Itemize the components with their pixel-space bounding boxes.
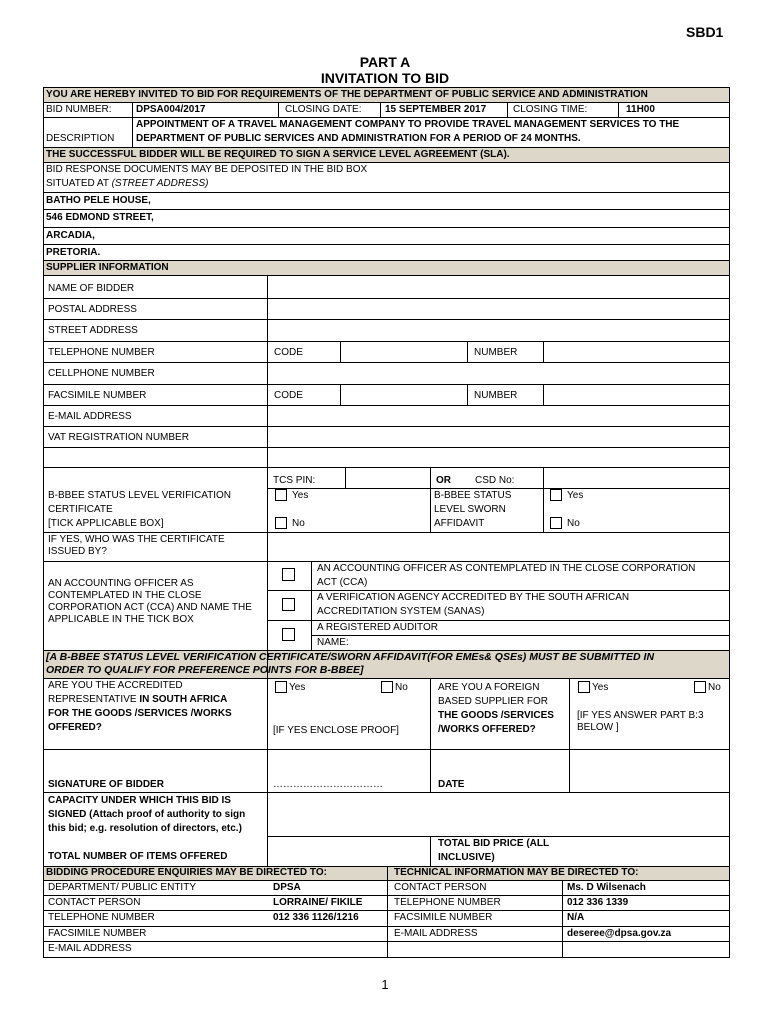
bbbee-notice: [A B-BBEE STATUS LEVEL VERIFICATION CERTIFICATE/SWORN AFFIDAVIT(FOR EMEs& QSEs) MUST BE SUBMITTED IN — [46, 651, 655, 663]
affidavit-label: B-BBEE STATUS — [434, 490, 512, 501]
opt-auditor-checkbox[interactable] — [282, 628, 295, 641]
street-address-input[interactable] — [268, 320, 729, 341]
affidavit-yes-checkbox[interactable] — [550, 489, 562, 501]
foreign-no-checkbox[interactable] — [694, 681, 706, 693]
name-of-bidder-input[interactable] — [268, 276, 729, 298]
cellphone-label: CELLPHONE NUMBER — [48, 368, 155, 379]
foreign-yes-checkbox[interactable] — [578, 681, 590, 693]
fax-number-label: NUMBER — [474, 390, 518, 401]
total-items-label: TOTAL NUMBER OF ITEMS OFFERED — [48, 851, 228, 862]
opt-agency-text: ACCREDITATION SYSTEM (SANAS) — [317, 606, 485, 617]
facsimile-label: FACSIMILE NUMBER — [48, 390, 147, 401]
enq-right-value: Ms. D Wilsenach — [567, 882, 646, 893]
date-input[interactable] — [570, 750, 729, 792]
page-number: 1 — [381, 977, 389, 992]
foreign-yes-label: Yes — [592, 682, 609, 693]
enq-left-value: DPSA — [273, 882, 301, 893]
opt-officer-text: AN ACCOUNTING OFFICER AS CONTEMPLATED IN THE CLOSE CORPORATION — [317, 563, 696, 574]
technical-heading: TECHNICAL INFORMATION MAY BE DIRECTED TO: — [394, 867, 639, 878]
vat-input[interactable] — [268, 427, 729, 447]
enq-left-label: E-MAIL ADDRESS — [48, 943, 132, 954]
rep-question: FOR THE GOODS /SERVICES /WORKS — [48, 708, 232, 719]
enq-left-label: TELEPHONE NUMBER — [48, 912, 155, 923]
total-price-label: TOTAL BID PRICE (ALL INCLUSIVE) — [438, 838, 549, 863]
telephone-label: TELEPHONE NUMBER — [48, 347, 155, 358]
enq-right-label: CONTACT PERSON — [394, 882, 487, 893]
cert-yes-checkbox[interactable] — [275, 489, 287, 501]
cert-label: [TICK APPLICABLE BOX] — [48, 518, 164, 529]
enq-right-value[interactable]: deseree@dpsa.gov.za — [567, 928, 672, 939]
issued-by-label: IF YES, WHO WAS THE CERTIFICATE ISSUED BY? — [48, 534, 225, 557]
opt-agency-checkbox[interactable] — [282, 598, 295, 611]
issued-by-input[interactable] — [268, 533, 729, 561]
foreign-question: THE GOODS /SERVICES — [438, 710, 554, 721]
tel-code-label: CODE — [274, 347, 303, 358]
rep-question: REPRESENTATIVE IN SOUTH AFRICA — [48, 694, 228, 705]
closing-time: 11H00 — [626, 104, 655, 115]
affidavit-yes-label: Yes — [567, 490, 584, 501]
closing-date: 15 SEPTEMBER 2017 — [385, 104, 487, 115]
invite-line: YOU ARE HEREBY INVITED TO BID FOR REQUIREMENTS OF THE DEPARTMENT OF PUBLIC SERVICE AND ADMINISTRATION — [46, 89, 648, 100]
postal-address-input[interactable] — [268, 299, 729, 319]
form-code: SBD1 — [686, 24, 724, 40]
rep-question: ARE YOU THE ACCREDITED — [48, 680, 183, 691]
opt-officer-text: ACT (CCA) — [317, 577, 368, 588]
rep-yes-checkbox[interactable] — [275, 681, 287, 693]
officer-label: AN ACCOUNTING OFFICER AS CONTEMPLATED IN THE CLOSE CORPORATION ACT (CCA) AND NAME THE APPLICABLE IN THE TICK BOX — [48, 578, 252, 625]
cert-yes-label: Yes — [292, 490, 309, 501]
affidavit-label: AFFIDAVIT — [434, 518, 485, 529]
fax-number-input[interactable] — [544, 385, 729, 405]
bid-number: DPSA004/2017 — [136, 104, 206, 115]
address-line: PRETORIA. — [46, 247, 101, 258]
or-label: OR — [436, 475, 451, 486]
page-title: INVITATION TO BID — [320, 70, 450, 86]
fax-code-input[interactable] — [341, 385, 467, 405]
enq-left-value: LORRAINE/ FIKILE — [273, 897, 363, 908]
enq-right-label: E-MAIL ADDRESS — [394, 928, 478, 939]
rep-yes-label: Yes — [289, 682, 306, 693]
cert-label: B-BBEE STATUS LEVEL VERIFICATION — [48, 490, 232, 501]
fax-code-label: CODE — [274, 390, 303, 401]
cellphone-input[interactable] — [268, 363, 729, 384]
email-label: E-MAIL ADDRESS — [48, 411, 132, 422]
capacity-input[interactable] — [268, 793, 729, 836]
description-label: DESCRIPTION — [46, 133, 115, 144]
signature-dots[interactable]: …………………………… — [273, 779, 383, 790]
affidavit-no-label: No — [567, 518, 580, 529]
rep-question: OFFERED? — [48, 722, 102, 733]
rep-no-label: No — [395, 682, 408, 693]
foreign-question: ARE YOU A FOREIGN — [438, 682, 540, 693]
auditor-name-input[interactable] — [350, 636, 729, 650]
part-heading: PART A — [359, 54, 411, 70]
csd-no-label: CSD No: — [475, 475, 515, 486]
enq-right-value: 012 336 1339 — [567, 897, 629, 908]
name-of-bidder-label: NAME OF BIDDER — [48, 283, 135, 294]
tcs-pin-input[interactable] — [346, 468, 430, 488]
vat-label: VAT REGISTRATION NUMBER — [48, 432, 189, 443]
tel-code-input[interactable] — [341, 342, 467, 362]
address-line: 546 EDMOND STREET, — [46, 212, 154, 223]
rep-no-checkbox[interactable] — [381, 681, 393, 693]
address-line: BATHO PELE HOUSE, — [46, 195, 151, 206]
sla-line: THE SUCCESSFUL BIDDER WILL BE REQUIRED TO SIGN A SERVICE LEVEL AGREEMENT (SLA). — [46, 149, 510, 160]
description-line-1: APPOINTMENT OF A TRAVEL MANAGEMENT COMPANY TO PROVIDE TRAVEL MANAGEMENT SERVICES TO THE — [136, 119, 680, 130]
capacity-label: CAPACITY UNDER WHICH THIS BID IS SIGNED (Attach proof of authority to sign this bid; e.g. resolution of directors, etc.) — [48, 795, 246, 834]
auditor-name-label: NAME: — [317, 637, 349, 648]
procedure-heading: BIDDING PROCEDURE ENQUIRIES MAY BE DIRECTED TO: — [46, 867, 327, 878]
postal-address-label: POSTAL ADDRESS — [48, 304, 137, 315]
enq-left-label: FACSIMILE NUMBER — [48, 928, 147, 939]
tel-number-label: NUMBER — [474, 347, 518, 358]
signature-label: SIGNATURE OF BIDDER — [48, 779, 164, 790]
enq-right-label: TELEPHONE NUMBER — [394, 897, 501, 908]
date-label: DATE — [438, 779, 465, 790]
situated-line: SITUATED AT (STREET ADDRESS) — [46, 178, 209, 189]
affidavit-no-checkbox[interactable] — [550, 517, 562, 529]
closing-time-label: CLOSING TIME: — [513, 104, 588, 115]
description-line-2: DEPARTMENT OF PUBLIC SERVICES AND ADMINISTRATION FOR A PERIOD OF 24 MONTHS. — [136, 133, 581, 144]
enq-left-label: CONTACT PERSON — [48, 897, 141, 908]
cert-label: CERTIFICATE — [48, 504, 113, 515]
street-address-label: STREET ADDRESS — [48, 325, 138, 336]
supplier-heading: SUPPLIER INFORMATION — [46, 262, 169, 273]
bbbee-notice: ORDER TO QUALIFY FOR PREFERENCE POINTS FOR B-BBEE] — [46, 664, 364, 676]
enq-left-value: 012 336 1126/1216 — [273, 912, 359, 923]
foreign-question: BASED SUPPLIER FOR — [438, 696, 549, 707]
cert-no-label: No — [292, 518, 305, 529]
foreign-question: /WORKS OFFERED? — [438, 724, 536, 735]
opt-agency-text: A VERIFICATION AGENCY ACCREDITED BY THE SOUTH AFRICAN — [317, 592, 630, 603]
opt-officer-checkbox[interactable] — [282, 568, 295, 581]
foreign-no-label: No — [708, 682, 721, 693]
csd-no-input[interactable] — [544, 468, 729, 488]
part-b-note: [IF YES ANSWER PART B:3 BELOW ] — [577, 710, 704, 733]
enq-right-label: FACSIMILE NUMBER — [394, 912, 493, 923]
tcs-pin-label: TCS PIN: — [273, 475, 316, 486]
affidavit-label: LEVEL SWORN — [434, 504, 506, 515]
total-price-input[interactable] — [570, 837, 729, 866]
bid-number-label: BID NUMBER: — [46, 104, 112, 115]
address-line: ARCADIA, — [46, 230, 95, 241]
enclose-proof-text: [IF YES ENCLOSE PROOF] — [273, 725, 399, 736]
enq-left-label: DEPARTMENT/ PUBLIC ENTITY — [48, 882, 196, 893]
tel-number-input[interactable] — [544, 342, 729, 362]
enq-right-value: N/A — [567, 912, 585, 923]
total-items-input[interactable] — [268, 837, 430, 866]
email-input[interactable] — [268, 406, 729, 426]
cert-no-checkbox[interactable] — [275, 517, 287, 529]
deposit-line: BID RESPONSE DOCUMENTS MAY BE DEPOSITED IN THE BID BOX — [46, 164, 368, 175]
closing-date-label: CLOSING DATE: — [285, 104, 362, 115]
opt-auditor-text: A REGISTERED AUDITOR — [317, 622, 438, 633]
